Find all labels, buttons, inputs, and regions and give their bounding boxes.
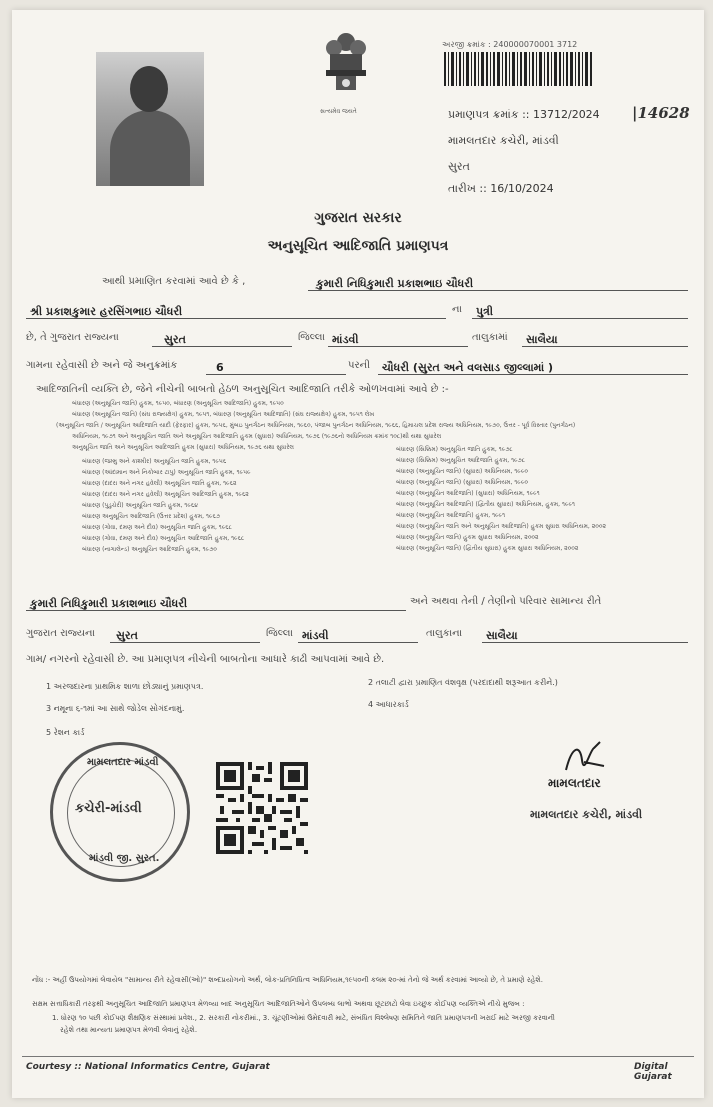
orders-right-item: બંધારણ (અનુસૂચિત આદિજાતિ) હુકમ, ૧૯૯૧	[396, 512, 506, 519]
orders-line: અધિનિયમ, ૧૯૭૧ અને અનુસૂચિત જાતિ અને અનુસૂચિત આદિજાતિ હુકમ (સુધારા) અધિનિયમ, ૧૯૭૬ (૧૯૭૬નો અધિનિયમ ક્રમાંક ૧૦૮)થી યથા સુધારેલ	[72, 433, 442, 440]
family-district-underline	[110, 624, 260, 643]
orders-left-item: બંધારણ (દાદરા અને નગર હવેલી) અનુસૂચિત આદિજાતિ હુકમ, ૧૯૬૨	[82, 491, 249, 498]
tribe-value: ચૌધરી (સુરત અને વલસાડ જીલ્લામાં )	[382, 361, 554, 374]
signatory-office: મામલતદાર કચેરી, માંડવી	[530, 808, 643, 821]
tribe-underline	[378, 356, 688, 375]
signatory-designation: મામલતદાર	[548, 776, 601, 790]
note-validity: સક્ષમ સત્તાધિકારી તરફથી અનુસૂચિત આદિજાતિ પ્રમાણપત્ર મેળવ્યા બાદ અનુસૂચિત આદિજાતિઓને ઉપલબ્ધ લાભો અથવા છૂટછાટો લેવા ઇચ્છુક કોઈપણ વ્યક્તિએ નીચે મુજબ :	[32, 1000, 525, 1008]
person-name: કુમારી નિધિકુમારી પ્રકાશભાઇ ચૌધરી	[316, 277, 474, 290]
emblem-caption: સત્યમેવ જયતે	[320, 108, 357, 115]
serial-underline	[206, 356, 346, 375]
orders-left-item: બંધારણ (નાગાલેન્ડ) અનુસૂચિત આદિજાતિ હુકમ, ૧૯૭૦	[82, 546, 217, 553]
qr-code-icon	[216, 762, 308, 854]
orders-line: બંધારણ (અનુસૂચિત જાતિ) (સંઘ રાજ્યક્ષેત્ર) હુકમ, ૧૯૫૧, બંધારણ (અનુસૂચિત આદિજાતિ) (સંઘ રાજ્યક્ષેત્ર) હુકમ, ૧૯૫૧ લેખ	[72, 411, 375, 418]
father-underline	[26, 300, 446, 319]
village-value: સાલૈયા	[526, 333, 558, 346]
national-emblem-icon	[318, 28, 374, 108]
issue-date: તારીખ :: 16/10/2024	[448, 182, 554, 195]
orders-line: (અનુસૂચિત જાતિ / અનુસૂચિત આદિજાતિ યાદી (ફેરફાર) હુકમ, ૧૯૫૬, મુંબઇ પુનર્ગઠન અધિનિયમ, ૧૯૬૦, પંજાબ પુનર્ગઠન અધિનિયમ, ૧૯૬૬, હિમાચલ પ્રદેશ રાજ્ય અધિનિયમ, ૧૯૭૦, ઉત્તર - પૂર્વ વિસ્તાર (પુનર્ગઠન)	[56, 422, 576, 429]
footer-rule	[22, 1056, 694, 1057]
government-title: ગુજરાત સરકાર	[314, 210, 402, 226]
family-taluka-underline	[298, 624, 418, 643]
resident-label: ગામના રહેવાસી છે અને જે અનુક્રમાંક	[26, 360, 178, 371]
basis-item: 3 નમૂના ૬-૧માં આ સાથે જોડેલ સોગંદનામું.	[46, 704, 185, 713]
relation-label: ના	[452, 304, 462, 315]
basis-sentence: ગામ/ નગરનો રહેવાસી છે. આ પ્રમાણપત્ર નીચેની બાબતોના આધારે કાઢી આપવામાં આવે છે.	[26, 654, 385, 665]
orders-right-item: બંધારણ (અનુસૂચિત જાતિ) (સુધારા) અધિનિયમ, ૧૯૯૦	[396, 468, 528, 475]
basis-item: 1 અરજદારના પ્રાથમિક શાળા છોડ્યાનું પ્રમાણપત્ર.	[46, 682, 204, 691]
orders-right-item: બંધારણ (અનુસૂચિત આદિજાતિ) (દ્વિતીય સુધારા) અધિનિયમ, હુકમ, ૧૯૯૧	[396, 501, 575, 508]
orders-left-column	[82, 456, 382, 555]
orders-right-item: બંધારણ (અનુસૂચિત જાતિ) હુકમ સુધારા અધિનિયમ, ૨૦૦૨	[396, 534, 539, 541]
district-value: સુરત	[164, 333, 186, 346]
issuing-office: મામલતદાર કચેરી, માંડવી	[448, 134, 559, 147]
family-taluka-value: માંડવી	[302, 629, 329, 642]
taluka-value: માંડવી	[332, 333, 359, 346]
barcode-number: અરજી ક્રમાંક : 240000070001 3712	[442, 40, 578, 49]
barcode-icon	[444, 52, 594, 86]
tribe-sentence: આદિજાતિની વ્યક્તિ છે, જેને નીચેની બાબતો હેઠળ અનુસૂચિત આદિજાતિ તરીકે ઓળખવામાં આવે છે :-	[36, 384, 449, 395]
seal-middle-text: કચેરી-માંડવી	[75, 801, 142, 816]
orders-right-item: બંધારણ (અનુસૂચિત આદિજાતિ) (સુધારા) અધિનિયમ, ૧૯૯૧	[396, 490, 540, 497]
orders-line: બંધારણ (અનુસૂચિત જાતિ) હુકમ, ૧૯૫૦, બંધારણ (અનુસૂચિત આદિજાતિ) હુકમ, ૧૯૫૦	[72, 400, 284, 407]
orders-left-item: બંધારણ (જમ્મુ અને કાશ્મીર) અનુસૂચિત જાતિ હુકમ, ૧૯૫૬	[82, 458, 227, 465]
handwritten-number: |14628	[632, 104, 690, 122]
certificate-number: પ્રમાણપત્ર ક્રમાંક :: 13712/2024	[448, 108, 600, 121]
photo-figure-body	[110, 110, 190, 186]
orders-left-item: બંધારણ (દાદરા અને નગર હવેલી) અનુસૂચિત જાતિ હુકમ, ૧૯૬૨	[82, 480, 237, 487]
orders-right-column	[396, 444, 696, 554]
footer-brand: Digital Gujarat	[634, 1062, 672, 1082]
district-underline	[152, 328, 292, 347]
issuing-city: સુરત	[448, 160, 470, 173]
orders-left-item: બંધારણ અનુસૂચિત આદિજાતિ (ઉત્તર પ્રદેશ) હુકમ, ૧૯૬૭	[82, 513, 220, 520]
district-label: જિલ્લા	[298, 332, 325, 343]
note-list-cont: રહેશે તથા માન્યતા પ્રમાણપત્ર મેળવી લેવાનું રહેશે.	[60, 1026, 198, 1034]
family-label: અને અથવા તેની / તેણીનો પરિવાર સામાન્ય રીતે	[410, 596, 602, 607]
taluka-underline	[328, 328, 468, 347]
orders-right-item: બંધારણ (સિક્કિમ) અનુસૂચિત આદિજાતિ હુકમ, ૧૯૭૮	[396, 457, 526, 464]
village-underline	[522, 328, 688, 347]
certify-label: આથી પ્રમાણિત કરવામાં આવે છે કે ,	[102, 276, 246, 287]
certificate-title: અનુસૂચિત આદિજાતિ પ્રમાણપત્ર	[267, 238, 449, 254]
name-underline	[308, 272, 688, 291]
orders-right-item: બંધારણ (અનુસૂચિત જાતિ) (દ્વિતીય સુધારા) હુકમ સુધારા અધિનિયમ, ૨૦૦૨	[396, 545, 579, 552]
on-label: પરની	[348, 360, 370, 371]
orders-left-item: બંધારણ (ગોવા, દમણ અને દીવ) અનુસૂચિત જાતિ હુકમ, ૧૯૬૮	[82, 524, 232, 531]
applicant-photo	[96, 52, 204, 186]
family-state-label: ગુજરાત રાજ્યના	[26, 628, 95, 639]
serial-value: 6	[216, 361, 224, 374]
family-village-underline	[482, 624, 688, 643]
seal-bottom-text: માંડવી જી. સુરત.	[89, 853, 160, 864]
orders-left-item: બંધારણ (ગોવા, દમણ અને દીવ) અનુસૂચિત આદિજાતિ હુકમ, ૧૯૬૮	[82, 535, 245, 542]
family-taluka-label: તાલુકાના	[426, 628, 463, 639]
taluka-label: તાલુકામાં	[472, 332, 508, 343]
orders-right-item: બંધારણ (સિક્કિમ) અનુસૂચિત જાતિ હુકમ, ૧૯૭૮	[396, 446, 513, 453]
seal-top-text: મામલતદાર માંડવી	[87, 757, 159, 768]
note-residence: નોંધ :- અહીં ઉપયોગમાં લેવાયેલ "સામાન્ય રીતે રહેવાસી(ઓ)" શબ્દપ્રયોગનો અર્થ, લોક-પ્રતિનિધિત્વ અધિનિયમ,૧૯૫૦ની કલમ ૨૦-માં તેનો જે અર્થ કરવામાં આવ્યો છે, તે પ્રમાણે રહેશે.	[32, 976, 543, 984]
state-label: છે, તે ગુજરાત રાજ્યના	[26, 332, 119, 343]
orders-left-item: બંધારણ (આંદામાન અને નિકોબાર ટાપુ) અનુસૂચિત જાતિ હુકમ, ૧૯૫૯	[82, 469, 251, 476]
father-name: શ્રી પ્રકાશકુમાર હરસિંગભાઇ ચૌધરી	[30, 305, 183, 318]
basis-item: 2 તલાટી દ્વારા પ્રમાણિત વંશવૃક્ષ (પરદાદાથી શરૂઆત કરીને.)	[368, 678, 558, 687]
family-district-label: જિલ્લા	[266, 628, 293, 639]
note-list: 1. ધોરણ ૧૦ પછી કોઈપણ શૈક્ષણિક સંસ્થામાં પ્રવેશ., 2. સરકારી નોકરીમાં., 3. ચૂંટણીઓમાં ઉમેદવારી માટે, સંબંધિત વિશ્લેષણ સમિતિને જાતિ પ્રમાણપત્રની ખરાઈ માટે અરજી કરવાની	[52, 1014, 555, 1022]
orders-right-item: બંધારણ (અનુસૂચિત જાતિ) (સુધારા) અધિનિયમ, ૧૯૯૦	[396, 479, 528, 486]
family-district-value: સુરત	[116, 629, 138, 642]
photo-figure-head	[130, 66, 168, 112]
footer-courtesy: Courtesy :: National Informatics Centre, Gujarat	[26, 1062, 270, 1072]
orders-right-item: બંધારણ (અનુસૂચિત જાતિ અને અનુસૂચિત આદિજાતિ) હુકમ સુધારા અધિનિયમ, ૨૦૦૨	[396, 523, 606, 530]
official-seal	[50, 742, 190, 882]
relation-underline	[472, 300, 688, 319]
orders-left-item: બંધારણ (પુડુચેરી) અનુસૂચિત જાતિ હુકમ, ૧૯૬૪	[82, 502, 199, 509]
family-village-value: સાલૈયા	[486, 629, 518, 642]
relation-value: પુત્રી	[476, 305, 494, 318]
signature-scribble-icon	[560, 740, 610, 776]
basis-item: 4 આધારકાર્ડ	[368, 700, 409, 709]
family-person-name: કુમારી નિધિકુમારી પ્રકાશભાઇ ચૌધરી	[30, 597, 188, 610]
family-name-underline	[26, 592, 406, 611]
orders-line: અનુસૂચિત જાતિ અને અનુસૂચિત આદિજાતિ હુકમ (સુધારા) અધિનિયમ, ૧૯૭૬ યથા સુધારેલ	[72, 444, 294, 451]
certificate-page	[12, 10, 704, 1098]
basis-item: 5 રેશન કાર્ડ	[46, 728, 85, 737]
